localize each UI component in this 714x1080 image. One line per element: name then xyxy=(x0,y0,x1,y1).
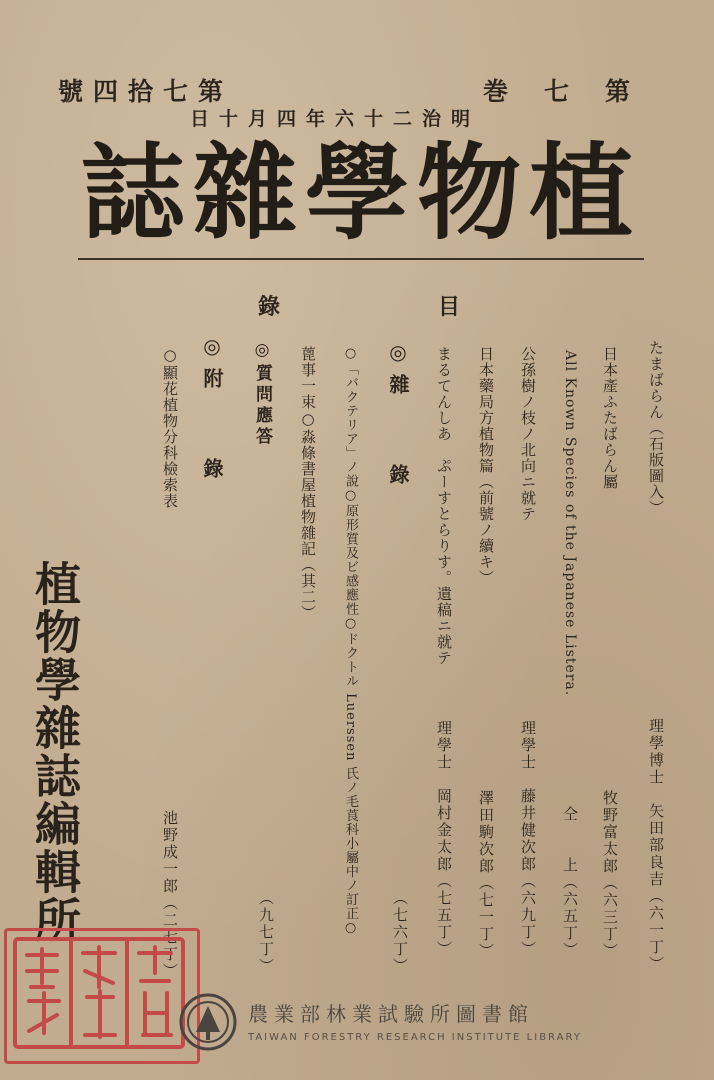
tree-emblem-icon xyxy=(178,992,238,1052)
seal-icon xyxy=(7,931,191,1055)
publisher-name: 植物學雜誌編輯所 xyxy=(28,560,82,944)
furoku-author: 池野成一郎（二七丁） xyxy=(161,810,179,980)
toc-entry-title: 公孫樹ノ枝ノ北向ニ就テ xyxy=(519,346,537,522)
toc-entry-author: 仝 上（六五丁） xyxy=(561,806,579,959)
library-name-cn: 農業部林業試驗所圖書館 xyxy=(248,1002,534,1026)
section-zatsuroku: ◎雜 錄 xyxy=(386,340,410,494)
zatsuroku-page: （七六丁） xyxy=(391,890,409,975)
toc-entry-title: 日本產ふたばらん屬 xyxy=(601,346,619,490)
red-seal-stamp xyxy=(4,928,200,1064)
shitsumon-page: （九七丁） xyxy=(257,890,275,975)
toc-entry-title: All Known Species of the Japanese Listera. xyxy=(562,350,578,697)
issue-number: 號四拾七第 xyxy=(58,77,234,106)
magazine-title: 誌雜學物植 xyxy=(80,131,641,254)
toc-entry-author: 牧野富太郎（六三丁） xyxy=(601,790,619,960)
toc-heading-left: 錄 xyxy=(258,294,281,320)
furoku-item: ○顯花植物分科檢索表 xyxy=(161,346,179,509)
toc-entry-title: まるてんしあ ぷーすとらりす。遺稿ニ就テ xyxy=(435,346,453,666)
publication-date: 日十月四年六十二治明 xyxy=(190,108,481,130)
toc-entry-title: たまばらん（石版圖入） xyxy=(647,340,665,516)
toc-entry-author: 澤田駒次郎（七一丁） xyxy=(477,790,495,960)
zatsuroku-items: ○「バクテリア」ノ說○原形質及ビ感應性○ドクトル Luerssen 氏ノ毛莨科小屬中ノ訂正○ xyxy=(343,346,358,937)
library-stamp xyxy=(178,992,698,1062)
library-name-en: TAIWAN FORESTRY RESEARCH INSTITUTE LIBRARY xyxy=(248,1032,582,1043)
toc-heading-right: 目 xyxy=(438,294,461,320)
title-divider xyxy=(78,258,644,260)
section-shitsumon: ◎質問應答 xyxy=(252,340,272,448)
zatsuroku-items-cont: 蓖事一束○淼條書屋植物雜記（其二） xyxy=(299,346,317,621)
toc-entry-author: 理學士 岡村金太郎（七五丁） xyxy=(435,720,453,958)
section-furoku: ◎附 錄 xyxy=(200,334,224,488)
toc-entry-author: 理學博士 矢田部良吉（六一丁） xyxy=(647,718,665,973)
volume-number: 巻七第 xyxy=(482,77,666,106)
toc-entry-title: 日本藥局方植物篇（前號ノ續キ） xyxy=(477,346,495,586)
toc-entry-author: 理學士 藤井健次郎（六九丁） xyxy=(519,720,537,958)
